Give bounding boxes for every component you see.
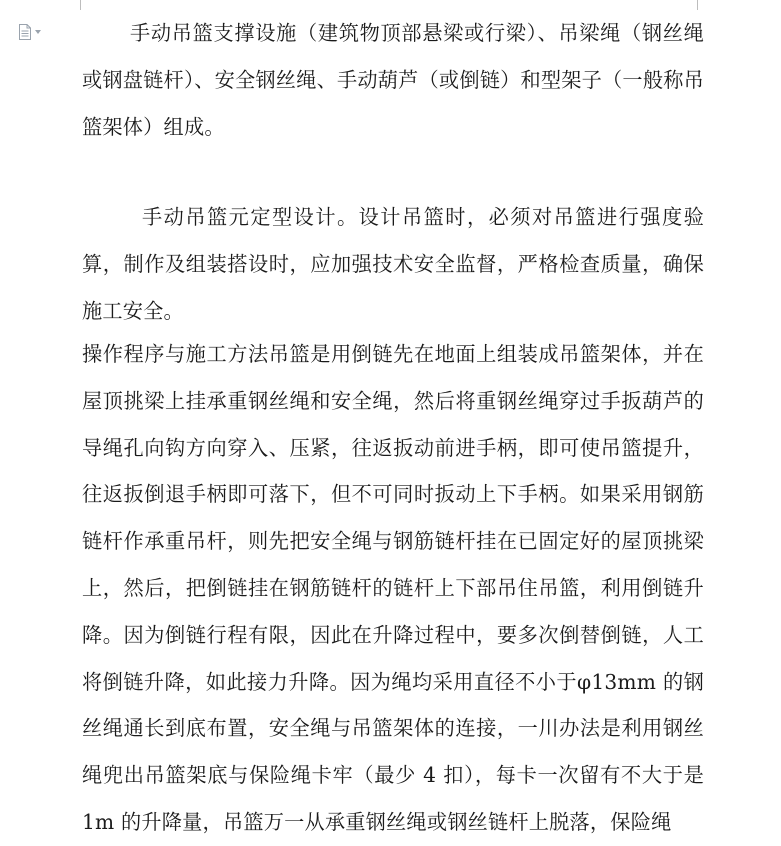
paragraph-1: 手动吊篮支撑设施（建筑物顶部悬梁或行梁）、吊梁绳（钢丝绳或钢盘链杆）、安全钢丝绳、手动葫芦（或倒链）和型架子（一般称吊篮架体）组成。 [82, 21, 704, 139]
document-icon [18, 24, 32, 40]
chevron-down-icon [35, 30, 41, 34]
crop-mark-right [697, 0, 698, 10]
paragraph-3: 操作程序与施工方法吊篮是用倒链先在地面上组装成吊篮架体，并在屋顶挑梁上挂承重钢丝绳和安全绳，然后将重钢丝绳穿过手扳葫芦的导绳孔向钩方向穿入、压紧，往返扳动前进手柄，即可使吊篮提升，往返扳倒退手柄即可落下，但不可同时扳动上下手柄。如果采用钢筋链杆作承重吊杆，则先把安全绳与钢筋链杆挂在已固定好的屋顶挑梁上，然后，把倒链挂在钢筋链杆的链杆上下部吊住吊篮，利用倒链升降。因为倒链行程有限，因此在升降过程中，要多次倒替倒链，人工将倒链升降，如此接力升降。因为绳均采用直径不小于φ13mm 的钢丝绳通长到底布置，安全绳与吊篮架体的连接，一川办法是利用钢丝绳兜出吊篮架底与保险绳卡牢（最少 4 扣），每卡一次留有不大于是 1m 的升降量，吊篮万一从承重钢丝绳或钢丝链杆上脱落，保险绳 [82, 342, 704, 834]
paragraph-menu-button[interactable] [18, 24, 48, 40]
crop-mark-left [80, 0, 81, 10]
paragraph-2: 手动吊篮元定型设计。设计吊篮时，必须对吊篮进行强度验算，制作及组装搭设时，应加强技术安全监督，严格检查质量，确保施工安全。 [82, 205, 704, 323]
